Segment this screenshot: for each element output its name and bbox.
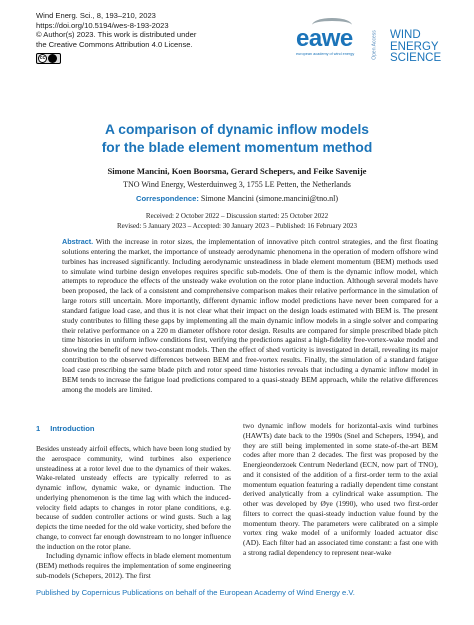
correspondence-email[interactable]: Simone Mancini (simone.mancini@tno.nl) (200, 194, 338, 203)
cc-license-icon[interactable] (36, 53, 61, 64)
abstract-label: Abstract. (62, 237, 94, 246)
logo-subtitle: european academy of wind energy (296, 52, 355, 56)
paragraph: two dynamic inflow models for horizontal-axis wind turbines (HAWTs) date back to the 1990s (Snel and Schepers, 1994), and they are still being implemented in some state-of-the-art BEM codes after more than 2 decades. The first was proposed by the Energieonderzoek Centrum Nederland (ECN, now part of TNO), and it consisted of the addition of a first-order term to the axial momentum equation featuring a radially dependent time constant derived analytically from a cylindrical wake assumption. The other was developed by Øye (1990), who used two first-order filters to correct the quasi-steady induction value found by the momentum theory. The parameters were calibrated on a simple vortex ring wake model of a uniformly loaded actuator disc (AD). Each filter had an associated time constant: a fast one with a strong radial dependency to represent near-wake (243, 421, 438, 557)
logo-swoosh-icon (312, 18, 352, 32)
abstract-text: With the increase in rotor sizes, the implementation of innovative pitch control strategies, and the first floating solutions entering the market, the importance of unsteady aerodynamic phenomena in the operation of modern offshore wind turbines has increased significantly. Including aerodynamic unsteadiness in blade element momentum (BEM) methods used to simulate wind turbine design envelopes requires specific sub-models. One of them is the dynamic inflow model, which attempts to reproduce the effects of the unsteady wake evolution on the rotor plane induction. Although several models have been proposed, the lack of a consistent and comprehensive comparison makes their relative performance in the simulation of large rotors still uncertain. More importantly, different dynamic inflow model predictions have never been compared for a standard fatigue load case, and thus it is not clear what their impact on the design loads estimated with BEM is. The present study contributes to filling these gaps by implementing all the main dynamic inflow models in a single solver and comparing their relative performance on a 220 m diameter offshore rotor design. Results are compared for simple prescribed blade pitch time histories in uniform inflow conditions first, verifying the predictions against a high-fidelity free-vortex-wake model and showing the benefit of new two-constant models. Then the effect of shed vorticity is investigated in detail, revealing its major contribution to the observed differences between BEM and free-vortex results. Finally, the simulation of a standard fatigue load case prescribing the same blade pitch and rotor speed time histories reveals that including a dynamic inflow model in BEM tends to increase the fatigue load predictions compared to a quasi-steady BEM approach, while the relative differences among the models are limited. (62, 237, 438, 394)
left-column (36, 444, 231, 581)
citation-block (36, 11, 196, 49)
journal-name: WIND ENERGY SCIENCE (390, 29, 442, 64)
eawe-logo (296, 27, 354, 56)
open-access-label: Open Access (371, 30, 378, 60)
correspondence-label: Correspondence: (136, 194, 199, 203)
paragraph: Including dynamic inflow effects in blade element momentum (BEM) methods requires the implementation of some engineering sub-models (Schepers, 2012). The first (36, 551, 231, 580)
paragraph: Besides unsteady airfoil effects, which have been long studied by the aerospace community, wind turbines also experience unsteadiness at a rotor level due to the dynamics of their wakes. Wake-related unsteady effects are typically referred to as dynamic inflow, dynamic wake, or dynamic induction. The underlying phenomenon is the time lag with which the induced-velocity field adapts to changes in rotor plane conditions, e.g. because of sudden controller actions or wind gusts. Such a lag depicts the time needed for the old wake vorticity, shed before the change, to convect far enough downstream to no longer influence the induction on the rotor plane. (36, 444, 231, 551)
right-column (243, 421, 438, 558)
abstract (62, 237, 438, 395)
section-number: 1 (36, 424, 41, 433)
doi-link[interactable]: https://doi.org/10.5194/wes-8-193-2023 (36, 20, 169, 30)
by-person-icon (48, 54, 57, 63)
citation-line: the Creative Commons Attribution 4.0 License. (36, 39, 193, 49)
correspondence (0, 194, 474, 203)
author-list: Simone Mancini, Koen Boorsma, Gerard Schepers, and Feike Savenije (107, 166, 367, 176)
section-title: Introduction (50, 424, 95, 433)
affiliation: TNO Wind Energy, Westerduinweg 3, 1755 LE Petten, the Netherlands (123, 180, 351, 189)
citation-line: © Author(s) 2023. This work is distributed under (36, 30, 197, 40)
cc-circle-icon: cc (39, 55, 46, 61)
logo-text: eawe (296, 25, 353, 52)
section-heading (36, 424, 95, 433)
paper-title: A comparison of dynamic inflow models for the blade element momentum method (101, 122, 373, 155)
publisher-footer: Published by Copernicus Publications on behalf of the European Academy of Wind Energy e.V. (36, 588, 355, 597)
citation-line: Wind Energ. Sci., 8, 193–210, 2023 (36, 11, 156, 20)
publication-dates: Received: 2 October 2022 – Discussion started: 25 October 2022 Revised: 5 January 2023 – Accepted: 30 January 2023 – Published: 16 February 2023 (116, 212, 358, 230)
